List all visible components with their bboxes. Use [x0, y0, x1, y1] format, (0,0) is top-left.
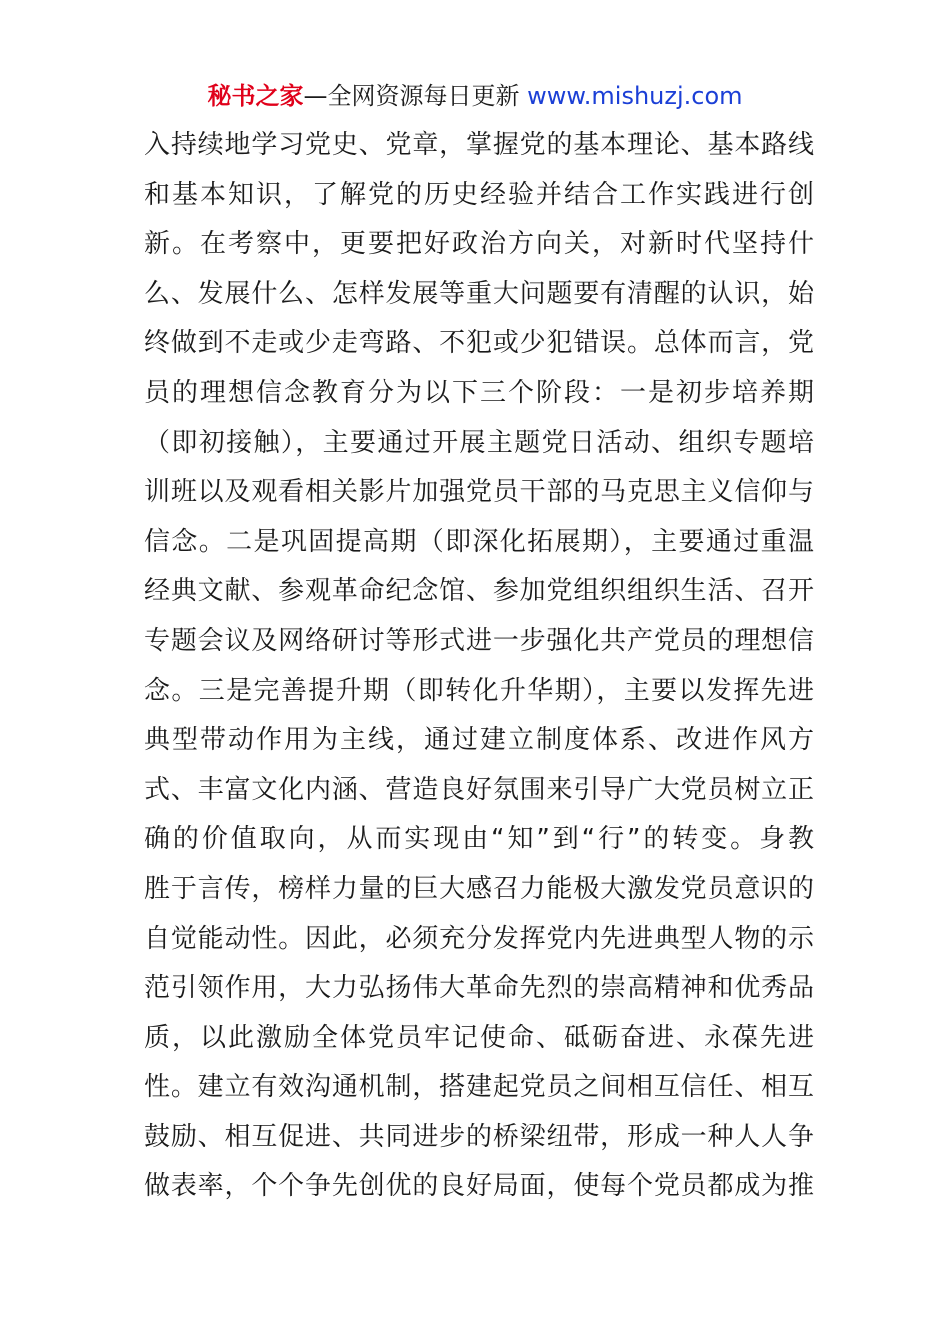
- site-url-link[interactable]: www.mishuzj.com: [527, 82, 743, 110]
- text-line: 性。建立有效沟通机制，搭建起党员之间相互信任、相互: [144, 1072, 814, 1103]
- site-tagline: —全网资源每日更新: [303, 82, 520, 110]
- text-line: 信念。二是巩固提高期（即深化拓展期），主要通过重温: [144, 526, 814, 557]
- site-brand: 秘书之家: [207, 82, 304, 110]
- text-line: 胜于言传，榜样力量的巨大感召力能极大激发党员意识的: [144, 873, 814, 904]
- text-line: 念。三是完善提升期（即转化升华期），主要以发挥先进: [144, 675, 814, 706]
- text-line: 典型带动作用为主线，通过建立制度体系、改进作风方: [144, 725, 814, 756]
- text-line: 式、丰富文化内涵、营造良好氛围来引导广大党员树立正: [144, 774, 814, 805]
- text-line: 和基本知识，了解党的历史经验并结合工作实践进行创: [144, 179, 814, 210]
- text-line: 鼓励、相互促进、共同进步的桥梁纽带，形成一种人人争: [144, 1121, 814, 1152]
- document-body: [144, 121, 814, 1212]
- text-line: 终做到不走或少走弯路、不犯或少犯错误。总体而言，党: [144, 328, 814, 359]
- text-line: 确的价值取向，从而实现由“知”到“行”的转变。身教: [144, 824, 814, 855]
- text-line: 范引领作用，大力弘扬伟大革命先烈的崇高精神和优秀品: [144, 973, 814, 1004]
- site-header: [0, 80, 950, 112]
- text-line: 做表率，个个争先创优的良好局面，使每个党员都成为推: [144, 1171, 814, 1202]
- text-line: 员的理想信念教育分为以下三个阶段：一是初步培养期: [144, 377, 814, 408]
- text-line: 专题会议及网络研讨等形式进一步强化共产党员的理想信: [144, 625, 814, 656]
- text-line: 质，以此激励全体党员牢记使命、砥砺奋进、永葆先进: [144, 1022, 814, 1053]
- text-line: 自觉能动性。因此，必须充分发挥党内先进典型人物的示: [144, 923, 814, 954]
- text-line: 新。在考察中，更要把好政治方向关，对新时代坚持什: [144, 229, 814, 260]
- text-line: 经典文献、参观革命纪念馆、参加党组织组织生活、召开: [144, 576, 814, 607]
- text-line: 训班以及观看相关影片加强党员干部的马克思主义信仰与: [144, 477, 814, 508]
- text-line: （即初接触），主要通过开展主题党日活动、组织专题培: [144, 427, 814, 458]
- text-line: 么、发展什么、怎样发展等重大问题要有清醒的认识，始: [144, 278, 814, 309]
- text-line: 入持续地学习党史、党章，掌握党的基本理论、基本路线: [144, 130, 814, 160]
